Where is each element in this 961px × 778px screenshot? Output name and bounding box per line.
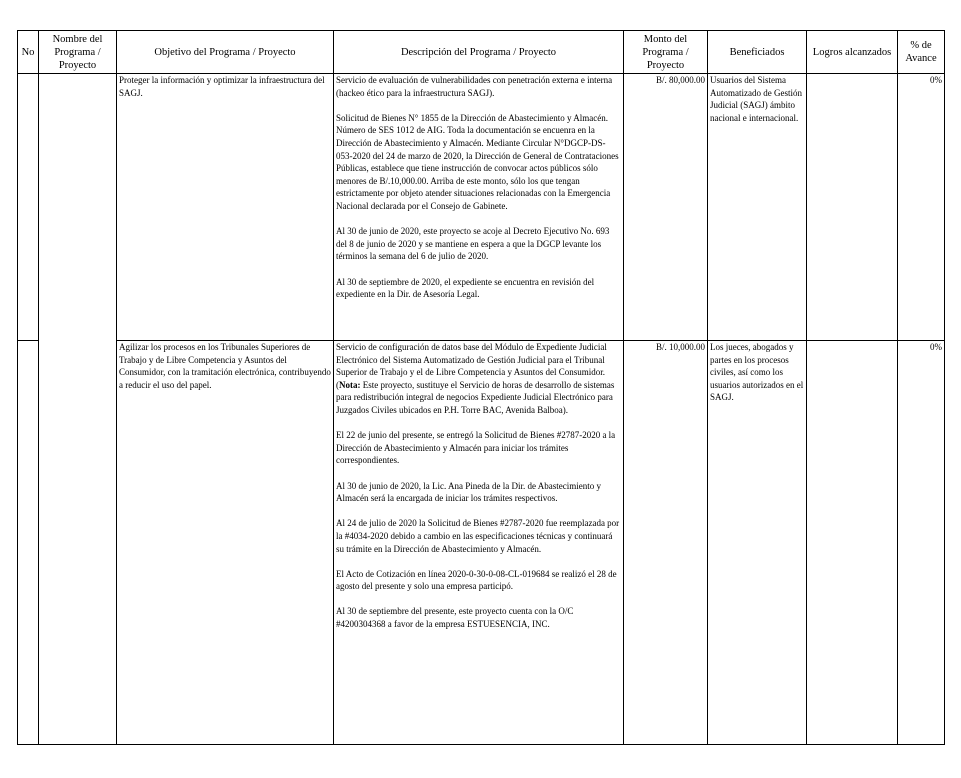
- header-row: [18, 31, 945, 74]
- descripcion-paragraph: [336, 341, 621, 417]
- cell-objetivo: Agilizar los procesos en los Tribunales Superiores de Trabajo y de Libre Competencia y Asuntos del Consumidor, con la tramitación electrónica, contribuyendo a reducir el uso del papel.: [117, 341, 334, 745]
- descripcion-paragraph: Al 30 de septiembre del presente, este proyecto cuenta con la O/C #4200304368 a favor de la empresa ESTUESENCIA, INC.: [336, 606, 574, 630]
- header-objetivo: Objetivo del Programa / Proyecto: [117, 31, 334, 74]
- descripcion-paragraph: Al 30 de septiembre de 2020, el expediente se encuentra en revisión del expediente en la Dir. de Asesoría Legal.: [336, 276, 595, 300]
- table-row: [18, 74, 945, 341]
- cell-beneficiados: Usuarios del Sistema Automatizado de Gestión Judicial (SAGJ) ámbito nacional e internacional.: [708, 74, 807, 341]
- cell-objetivo: Proteger la información y optimizar la infraestructura del SAGJ.: [117, 74, 334, 341]
- projects-table: [17, 30, 945, 745]
- descripcion-paragraph: El 22 de junio del presente, se entregó la Solicitud de Bienes #2787-2020 a la Dirección de Abastecimiento y Almacén para iniciar los trámites correspondientes.: [336, 430, 616, 466]
- cell-beneficiados: Los jueces, abogados y partes en los procesos civiles, así como los usuarios autorizados en el SAGJ.: [708, 341, 807, 745]
- cell-no: [18, 341, 39, 745]
- cell-avance: 0%: [898, 341, 945, 745]
- descripcion-paragraph: Servicio de evaluación de vulnerabilidades con penetración externa e interna (hackeo ético para la infraestructura SAGJ).: [336, 75, 613, 98]
- cell-no: [18, 74, 39, 341]
- descripcion-note-text: Este proyecto, sustituye el Servicio de horas de desarrollo de sistemas para redistribución integral de negocios Expediente Judicial Electrónico para Juzgados Civiles ubicados en P.H. Torre BAC, Avenida Balboa).: [336, 379, 615, 415]
- cell-descripcion: [334, 341, 624, 745]
- cell-descripcion: [334, 74, 624, 341]
- cell-logros: [807, 74, 898, 341]
- header-descripcion: Descripción del Programa / Proyecto: [334, 31, 624, 74]
- descripcion-paragraph: Al 30 de junio de 2020, este proyecto se acoje al Decreto Ejecutivo No. 693 del 8 de junio de 2020 y se mantiene en espera a que la DGCP levante los términos la semana del 6 de julio de 2020.: [336, 226, 610, 262]
- header-beneficiados: Beneficiados: [708, 31, 807, 74]
- descripcion-intro: Servicio de configuración de datos base del Módulo de Expediente Judicial Electrónico del Sistema Automatizado de Gestión Judicial para el Tribunal Superior de Trabajo y el de Libre Competencia y Asuntos del Consumidor. (: [336, 342, 607, 390]
- cell-monto: B/. 80,000.00: [624, 74, 708, 341]
- header-nombre: Nombre del Programa / Proyecto: [39, 31, 117, 74]
- descripcion-paragraph: Al 24 de julio de 2020 la Solicitud de Bienes #2787-2020 fue reemplazada por la #4034-2020 debido a cambio en las especificaciones técnicas y continuará su trámite en la Dirección de Abastecimiento y Almacén.: [336, 518, 620, 554]
- descripcion-paragraph: Al 30 de junio de 2020, la Lic. Ana Pineda de la Dir. de Abastecimiento y Almacén será la encargada de iniciar los trámites respectivos.: [336, 480, 601, 504]
- cell-monto: B/. 10,000.00: [624, 341, 708, 745]
- header-logros: Logros alcanzados: [807, 31, 898, 74]
- cell-logros: [807, 341, 898, 745]
- header-monto: Monto del Programa / Proyecto: [624, 31, 708, 74]
- descripcion-paragraph: El Acto de Cotización en línea 2020-0-30-0-08-CL-019684 se realizó el 28 de agosto del presente y solo una empresa participó.: [336, 568, 617, 592]
- cell-nombre: [39, 341, 117, 745]
- descripcion-note-label: Nota:: [339, 379, 361, 390]
- header-no: No: [18, 31, 39, 74]
- cell-avance: 0%: [898, 74, 945, 341]
- descripcion-paragraph: Solicitud de Bienes N° 1855 de la Dirección de Abastecimiento y Almacén. Número de SES 1012 de AIG. Toda la documentación se encuenra en la Dirección de Abastecimiento y Almacén. Mediante Circular N°DGCP-DS-053-2020 del 24 de marzo de 2020, la Dirección de General de Contrataciones Públicas, establece que tiene instrucción de convocar actos públicos sólo menores de B/.10,000.00. Arriba de este monto, sólo los que tengan estrictamente por objeto atender situaciones relacionadas con la Emergencia Nacional declarada por el Consejo de Gabinete.: [336, 112, 619, 211]
- cell-nombre: [39, 74, 117, 341]
- table-row: [18, 341, 945, 745]
- header-avance: % de Avance: [898, 31, 945, 74]
